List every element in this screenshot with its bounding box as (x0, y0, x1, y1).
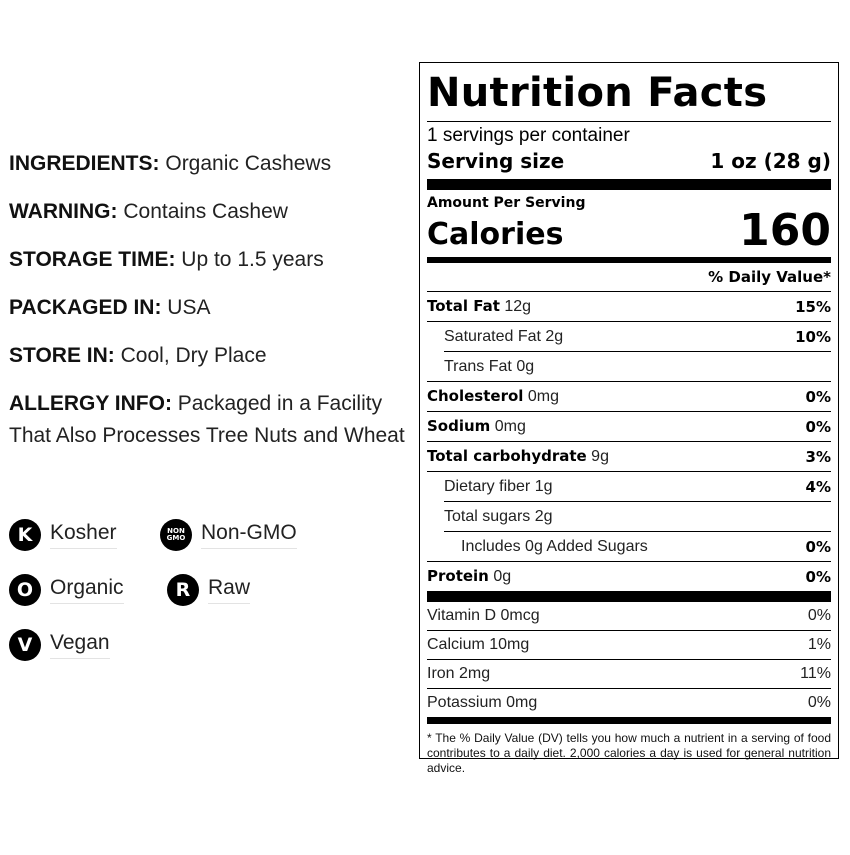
calories-row (427, 207, 831, 255)
vitamin-row-potassium: Potassium 0mg 0% (427, 694, 831, 711)
nutrient-row-trans-fat: Trans Fat 0g (427, 352, 831, 382)
nutrition-title: Nutrition Facts (427, 65, 831, 122)
nutrition-facts-panel (419, 62, 839, 775)
store-in-line: STORE IN: Cool, Dry Place (9, 344, 267, 367)
non-gmo-icon: NON GMO (160, 519, 192, 551)
ingredients-line: INGREDIENTS: Organic Cashews (9, 152, 332, 175)
raw-r-icon: R (167, 574, 199, 606)
serving-size-label: Serving size (427, 149, 565, 173)
organic-badge (9, 574, 124, 606)
thick-divider-vitamins (427, 591, 831, 602)
raw-badge (167, 574, 250, 606)
calories-label: Calories (427, 217, 564, 252)
nutrient-row-total-fat: Total Fat 12g 15% (427, 292, 831, 322)
warning-line: WARNING: Contains Cashew (9, 200, 288, 223)
nutrient-row-added-sugars: Includes 0g Added Sugars 0% (427, 532, 831, 562)
nutrient-row-saturated-fat: Saturated Fat 2g 10% (444, 322, 831, 352)
nutrient-row-dietary-fiber: Dietary fiber 1g 4% (444, 472, 831, 502)
vitamin-row-iron: Iron 2mg 11% (427, 660, 831, 689)
non-gmo-label: Non-GMO (201, 521, 297, 549)
vitamin-row-vitamin-d: Vitamin D 0mcg 0% (427, 602, 831, 631)
product-info (9, 148, 414, 452)
serving-size-value: 1 oz (28 g) (710, 149, 831, 173)
amount-per-serving: Amount Per Serving (427, 195, 586, 211)
nutrient-row-total-carbohydrate: Total carbohydrate 9g 3% (427, 442, 831, 472)
organic-label: Organic (50, 576, 124, 604)
serving-size-row (427, 147, 831, 175)
nutrient-row-sodium: Sodium 0mg 0% (427, 412, 831, 442)
packaged-in-line: PACKAGED IN: USA (9, 296, 211, 319)
vegan-label: Vegan (50, 631, 110, 659)
nutrient-row-total-sugars: Total sugars 2g (444, 502, 831, 532)
daily-value-footnote: * The % Daily Value (DV) tells you how much a nutrient in a serving of food contributes to a daily diet. 2,000 calories a day is used for general nutrition advice. (427, 731, 831, 775)
kosher-label: Kosher (50, 521, 117, 549)
footnote-divider (427, 717, 831, 724)
kosher-badge (9, 519, 117, 551)
thick-divider (427, 179, 831, 190)
vegan-v-icon: V (9, 629, 41, 661)
non-gmo-badge (160, 519, 297, 551)
nutrient-row-cholesterol: Cholesterol 0mg 0% (427, 382, 831, 412)
organic-o-icon: O (9, 574, 41, 606)
vegan-badge (9, 629, 110, 661)
storage-time-line: STORAGE TIME: Up to 1.5 years (9, 248, 324, 271)
raw-label: Raw (208, 576, 250, 604)
daily-value-header: % Daily Value* (427, 263, 831, 292)
servings-per-container: 1 servings per container (427, 125, 630, 146)
calories-value: 160 (739, 205, 831, 256)
kosher-k-icon: K (9, 519, 41, 551)
allergy-info-line: ALLERGY INFO: Packaged in a Facility That Also Processes Tree Nuts and Wheat (9, 392, 405, 447)
vitamin-row-calcium: Calcium 10mg 1% (427, 631, 831, 660)
nutrient-row-protein: Protein 0g 0% (427, 567, 831, 586)
